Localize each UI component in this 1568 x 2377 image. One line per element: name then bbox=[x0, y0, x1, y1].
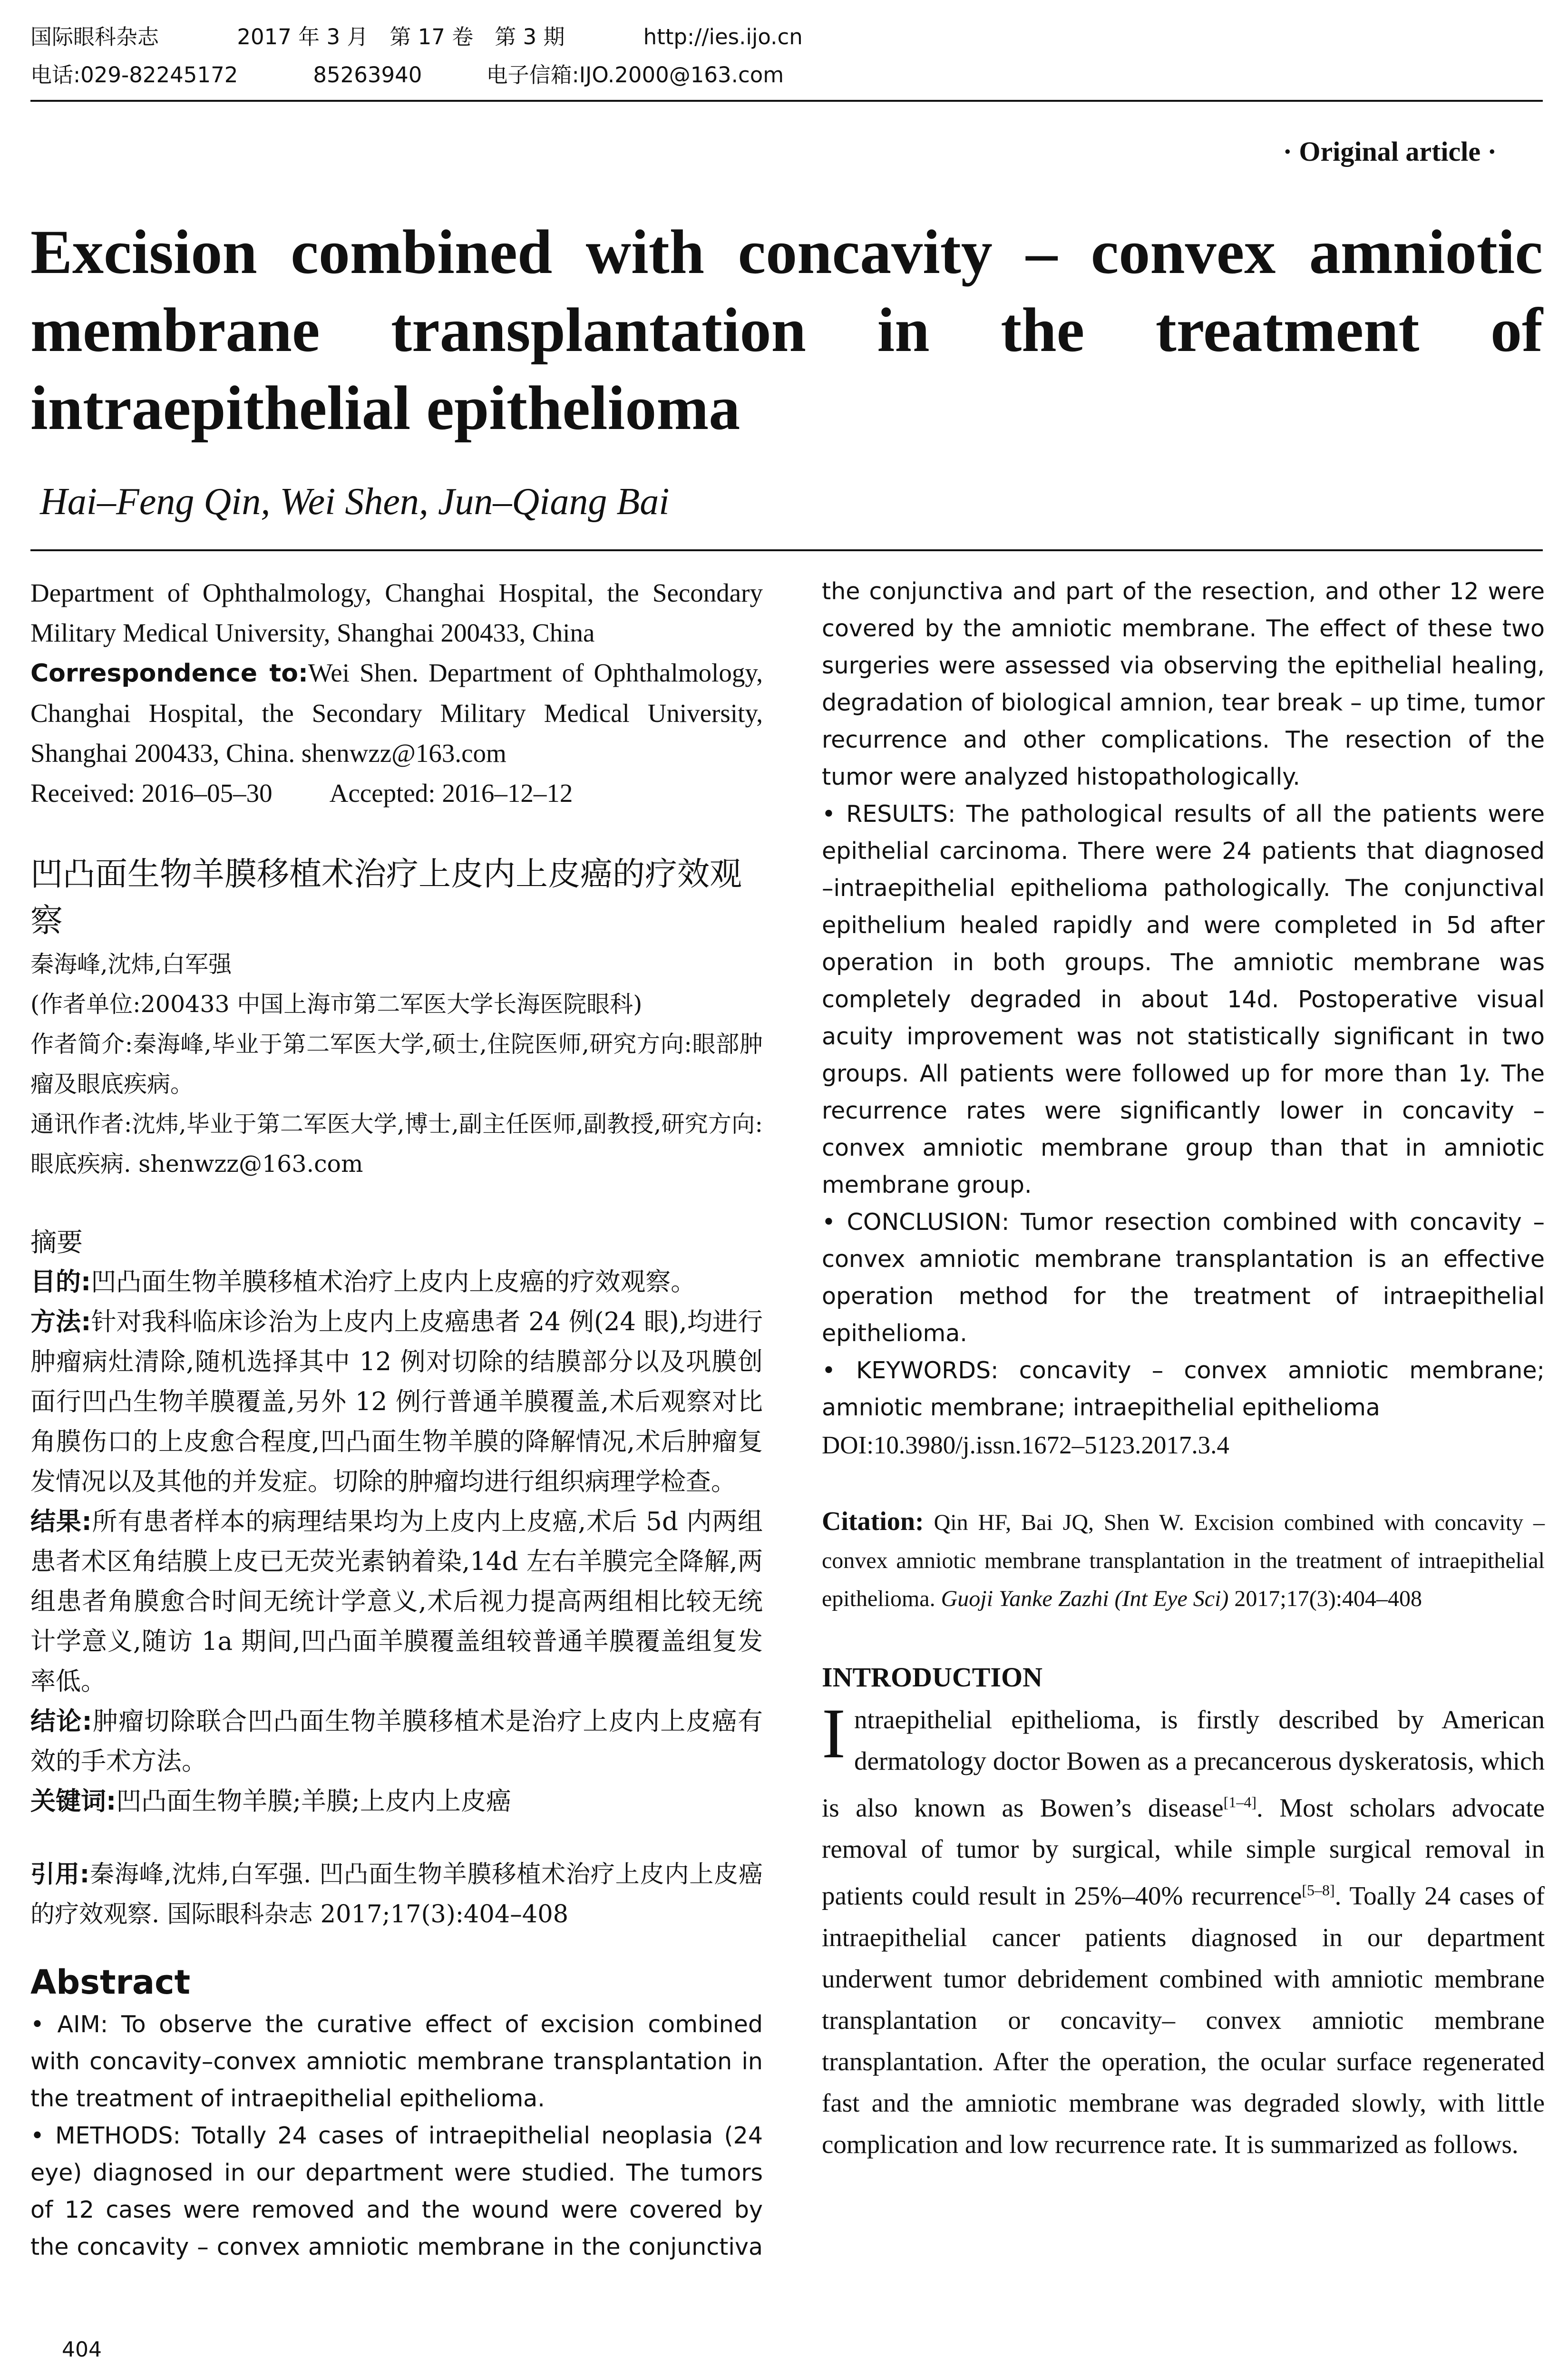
received-date: Received: 2016–05–30 bbox=[30, 779, 273, 808]
cn-conclusion-label: 结论: bbox=[30, 1707, 92, 1736]
cn-methods bbox=[30, 1302, 763, 1502]
citation bbox=[822, 1502, 1545, 1618]
introduction-text bbox=[822, 1694, 1545, 2165]
right-column bbox=[822, 573, 1545, 2165]
journal-contact bbox=[30, 61, 1543, 89]
cn-aim-label: 目的: bbox=[30, 1267, 91, 1296]
page-number: 404 bbox=[62, 2338, 102, 2362]
dates bbox=[30, 773, 763, 813]
cn-keywords bbox=[30, 1782, 763, 1822]
correspondence-text: Wei Shen. Department of Ophthalmology, Changhai Hospital, the Secondary Military Medical University, Shanghai 200433, China. shenwzz@163.com bbox=[30, 658, 763, 768]
citation-text: Qin HF, Bai JQ, Shen W. Excision combined with concavity – convex amniotic membrane transplantation in the treatment of intraepithelial epithelioma. bbox=[822, 1510, 1545, 1611]
accepted-date: Accepted: 2016–12–12 bbox=[329, 779, 573, 808]
chinese-corr: 通讯作者:沈炜,毕业于第二军医大学,博士,副主任医师,副教授,研究方向:眼底疾病. shenwzz@163.com bbox=[30, 1111, 763, 1178]
reference-5-8: [5–8] bbox=[1302, 1881, 1335, 1899]
abstract-aim: • AIM: To observe the curative effect of excision combined with concavity–convex amniotic membrane transplantation in the treatment of intraepithelial epithelioma. bbox=[30, 2011, 763, 2112]
journal-phone-2: 85263940 bbox=[313, 62, 422, 88]
author-list: Hai–Feng Qin, Wei Shen, Jun–Qiang Bai bbox=[40, 481, 670, 523]
cn-results-text: 所有患者样本的病理结果均为上皮内上皮癌,术后 5d 内两组患者术区角结膜上皮已无荧光素钠着染,14d 左右羊膜完全降解,两组患者角膜愈合时间无统计学意义,术后视力提高两组相比较无统计学意义,随访 1a 期间,凹凸面羊膜覆盖组较普通羊膜覆盖组复发率低。 bbox=[30, 1507, 763, 1696]
cn-conclusion-text: 肿瘤切除联合凹凸面生物羊膜移植术是治疗上皮内上皮癌有效的手术方法。 bbox=[30, 1707, 763, 1776]
cn-aim-text: 凹凸面生物羊膜移植术治疗上皮内上皮癌的疗效观察。 bbox=[91, 1267, 696, 1296]
intro-part-1: ntraepithelial epithelioma, is firstly described by American dermatology doctor Bowen as a precancerous dyskeratosis, which is also known as Bowen’s disease bbox=[822, 1705, 1545, 1822]
cn-methods-text: 针对我科临床诊治为上皮内上皮癌患者 24 例(24 眼),均进行肿瘤病灶清除,随机选择其中 12 例对切除的结膜部分以及巩膜创面行凹凸生物羊膜覆盖,另外 12 例行普通羊膜覆盖,术后观察对比角膜伤口的上皮愈合程度,凹凸面生物羊膜的降解情况,术后肿瘤复发情况以及其他的并发症。切除的肿瘤均进行组织病理学检查。 bbox=[30, 1307, 763, 1496]
chinese-abstract bbox=[30, 1262, 763, 1822]
abstract-heading: Abstract bbox=[30, 1963, 191, 2002]
doi: DOI:10.3980/j.issn.1672–5123.2017.3.4 bbox=[822, 1432, 1229, 1459]
cn-cite-text: 秦海峰,沈炜,白军强. 凹凸面生物羊膜移植术治疗上皮内上皮癌的疗效观察. 国际眼科杂志 2017;17(3):404–408 bbox=[30, 1861, 763, 1929]
chinese-unit: (作者单位:200433 中国上海市第二军医大学长海医院眼科) bbox=[30, 991, 643, 1018]
introduction-heading: INTRODUCTION bbox=[822, 1662, 1043, 1693]
drop-cap: I bbox=[822, 1694, 846, 1773]
citation-journal: Guoji Yanke Zazhi (Int Eye Sci) bbox=[941, 1586, 1229, 1611]
article-type: · Original article · bbox=[1283, 136, 1497, 167]
cn-conclusion bbox=[30, 1702, 763, 1782]
cn-aim bbox=[30, 1262, 763, 1302]
journal-phone: 电话:029-82245172 bbox=[30, 62, 238, 88]
journal-url: http://ies.ijo.cn bbox=[643, 24, 803, 49]
cn-keywords-text: 凹凸面生物羊膜;羊膜;上皮内上皮癌 bbox=[116, 1787, 511, 1816]
article-title: Excision combined with concavity – convex amniotic membrane transplantation in the treatment of intraepithelial epithelioma bbox=[30, 217, 1543, 443]
abstract-conclusion: • CONCLUSION: Tumor resection combined with concavity – convex amniotic membrane transplantation is an effective operation method for the treatment of intraepithelial epithelioma. bbox=[822, 1208, 1545, 1347]
cn-cite-label: 引用: bbox=[30, 1861, 90, 1889]
journal-name: 国际眼科杂志 bbox=[30, 24, 159, 49]
abstract-methods-continued: the conjunctiva and part of the resection, and other 12 were covered by the amniotic membrane. The effect of these two surgeries were assessed via observing the epithelial healing, degradation of biological amnion, tear break – up time, tumor recurrence and other complications. The resection of the tumor were analyzed histopathologically. bbox=[822, 578, 1545, 790]
chinese-citation bbox=[30, 1855, 763, 1935]
cn-results-label: 结果: bbox=[30, 1507, 92, 1536]
journal-email: 电子信箱:IJO.2000@163.com bbox=[486, 62, 784, 88]
title-rule bbox=[30, 549, 1543, 551]
chinese-authors: 秦海峰,沈炜,白军强 bbox=[30, 951, 232, 978]
chinese-title: 凹凸面生物羊膜移植术治疗上皮内上皮癌的疗效观察 bbox=[30, 856, 742, 940]
citation-tail: 2017;17(3):404–408 bbox=[1234, 1586, 1422, 1611]
cn-results bbox=[30, 1502, 763, 1702]
left-column bbox=[30, 573, 763, 2266]
cn-keywords-label: 关键词: bbox=[30, 1787, 117, 1816]
intro-part-2: . Most scholars advocate removal of tumor by surgical, while simple surgical removal in patients could result in 25%–40% recurrence bbox=[822, 1793, 1545, 1910]
chinese-bio: 作者简介:秦海峰,毕业于第二军医大学,硕士,住院医师,研究方向:眼部肿瘤及眼底疾病。 bbox=[30, 1031, 763, 1098]
intro-part-3: . Toally 24 cases of intraepithelial cancer patients diagnosed in our department underwent tumor debridement combined with amniotic membrane transplantation or concavity– convex amniotic membrane transplantation. After the operation, the ocular surface regenerated fast and the amniotic membrane was degraded slowly, with little complication and low recurrence rate. It is summarized as follows. bbox=[822, 1881, 1545, 2159]
abstract-methods: • METHODS: Totally 24 cases of intraepithelial neoplasia (24 eye) diagnosed in our department were studied. The tumors of 12 cases were removed and the wound were covered by the concavity – convex amniotic membrane in the conjunctiva bbox=[30, 2122, 763, 2260]
abstract-keywords: • KEYWORDS: concavity – convex amniotic membrane; amniotic membrane; intraepithelial epithelioma bbox=[822, 1357, 1545, 1421]
correspondence-label: Correspondence to: bbox=[30, 659, 308, 688]
cn-methods-label: 方法: bbox=[30, 1307, 91, 1336]
correspondence bbox=[30, 653, 763, 773]
citation-label: Citation: bbox=[822, 1507, 924, 1536]
abstract-results: • RESULTS: The pathological results of all the patients were epithelial carcinoma. There were 24 patients that diagnosed –intraepithelial epithelioma pathologically. The conjunctival epithelium healed rapidly and were completed in 5d after operation in both groups. The amniotic membrane was completely degraded in about 14d. Postoperative visual acuity improvement was not statistically significant in two groups. All patients were followed up for more than 1y. The recurrence rates were significantly lower in concavity – convex amniotic membrane group than that in amniotic membrane group. bbox=[822, 800, 1545, 1198]
journal-header bbox=[30, 23, 1543, 51]
issue-info: 2017 年 3 月 第 17 卷 第 3 期 bbox=[237, 24, 565, 49]
header-rule bbox=[30, 100, 1543, 102]
affiliation: Department of Ophthalmology, Changhai Hospital, the Secondary Military Medical University, Shanghai 200433, China bbox=[30, 578, 763, 647]
reference-1-4: [1–4] bbox=[1223, 1793, 1256, 1811]
chinese-abstract-head: 摘要 bbox=[30, 1227, 83, 1257]
